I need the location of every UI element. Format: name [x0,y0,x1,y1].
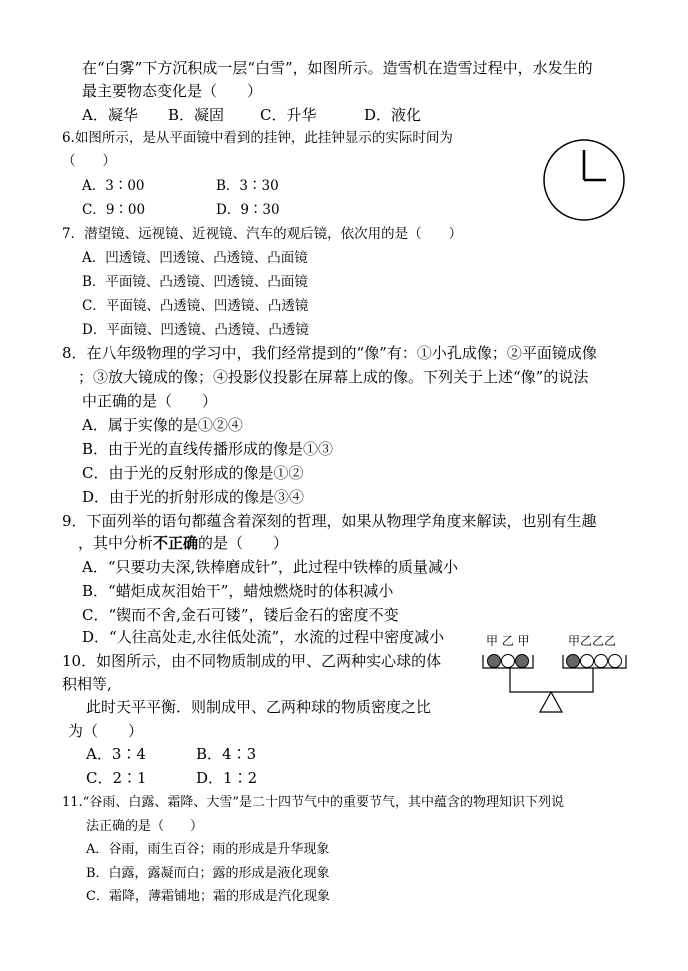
left-pan-label: 甲 乙 甲 [486,634,530,648]
q11-option-a: A．谷雨，雨生百谷；雨的形成是升华现象 [86,842,330,857]
right-pan-label: 甲乙乙乙 [568,634,617,648]
q7-option-d: D．平面镜、凹透镜、凸透镜、凸透镜 [82,322,309,338]
q10-stem-line2: 积相等, [62,675,112,693]
q5-option-a: A．凝华 [82,106,138,124]
q7-option-c: C．平面镜、凸透镜、凹透镜、凸透镜 [82,298,309,314]
q9-option-c: C．“锲而不舍,金石可镂”，镂后金石的密度不变 [82,606,399,624]
q8-option-a: A．属于实像的是①②④ [82,416,243,434]
q5-option-c: C．升华 [260,106,317,124]
q8-option-d: D．由于光的折射形成的像是③④ [82,488,305,506]
q5-stem-line2: 最主要物态变化是（ ） [82,82,263,100]
q7-stem: 7．潜望镜、远视镜、近视镜、汽车的观后镜，依次用的是（ ） [62,226,463,242]
q5-option-b: B．凝固 [168,106,225,124]
ball-yi [502,655,515,668]
q6-option-c: C．9∶00 [82,202,146,218]
q10-stem-line3: 此时天平平衡．则制成甲、乙两种球的物质密度之比 [86,698,432,716]
q6-option-b: B．3∶30 [216,178,279,194]
q10-option-a: A．3∶4 [86,745,146,763]
ball-jia [567,655,580,668]
balance-beam [510,668,593,692]
q5-option-d: D．液化 [364,106,422,124]
q8-stem-line3: 中正确的是（ ） [82,392,218,410]
ball-jia [516,655,529,668]
q8-option-c: C．由于光的反射形成的像是①② [82,464,304,482]
fulcrum [540,692,562,712]
q10-stem-line4: 为（ ） [68,722,144,740]
ball-yi [581,655,594,668]
q8-option-b: B．由于光的直线传播形成的像是①③ [82,440,334,458]
q6-stem: 6.如图所示，是从平面镜中看到的挂钟，此挂钟显示的实际时间为 [62,130,453,146]
q10-option-d: D．1∶2 [196,769,258,787]
q7-option-a: A．凹透镜、凹透镜、凸透镜、凸面镜 [82,250,308,266]
q8-stem-line1: 8．在八年级物理的学习中，我们经常提到的“像”有：①小孔成像；②平面镜成像 [62,344,597,362]
q9-stem-line2: ，其中分析不正确的是（ ） [78,534,289,552]
q11-stem-line1: 11.“谷雨、白露、霜降、大雪”是二十四节气中的重要节气，其中蕴含的物理知识下列说 [62,795,564,810]
q11-option-c: C．霜降，薄霜铺地；霜的形成是汽化现象 [86,889,330,904]
q11-option-b: B．白露，露凝而白；露的形成是液化现象 [86,866,330,881]
q6-option-d: D．9∶30 [216,202,280,218]
q5-stem-line1: 在“白雾”下方沉积成一层“白雪”，如图所示。造雪机在造雪过程中，水发生的 [82,59,593,77]
q6-paren: （ ） [62,153,116,169]
q9-stem-line1: 9．下面列举的语句都蕴含着深刻的哲理，如果从物理学角度来解读，也别有生趣 [62,512,597,530]
q8-stem-line2: ；③放大镜成的像；④投影仪投影在屏幕上成的像。下列关于上述“像”的说法 [78,368,589,386]
ball-yi [595,655,608,668]
q11-stem-line2: 法正确的是（ ） [86,819,204,834]
q9-option-d: D．“人往高处走,水往低处流”，水流的过程中密度减小 [82,628,445,646]
q10-option-b: B．4∶3 [196,745,257,763]
q9-option-b: B．“蜡炬成灰泪始干”，蜡烛燃烧时的体积减小 [82,582,394,600]
clock-figure [540,136,630,226]
ball-jia [488,655,501,668]
q7-option-b: B．平面镜、凸透镜、凹透镜、凸面镜 [82,274,308,290]
q9-emphasis: 不正确 [153,534,199,552]
balance-figure [478,628,646,722]
ball-yi [609,655,622,668]
q10-option-c: C．2∶1 [86,769,147,787]
q10-stem-line1: 10．如图所示，由不同物质制成的甲、乙两种实心球的体 [62,652,442,670]
q9-option-a: A．“只要功夫深,铁棒磨成针”，此过程中铁棒的质量减小 [82,558,458,576]
q6-option-a: A．3∶00 [82,178,145,194]
